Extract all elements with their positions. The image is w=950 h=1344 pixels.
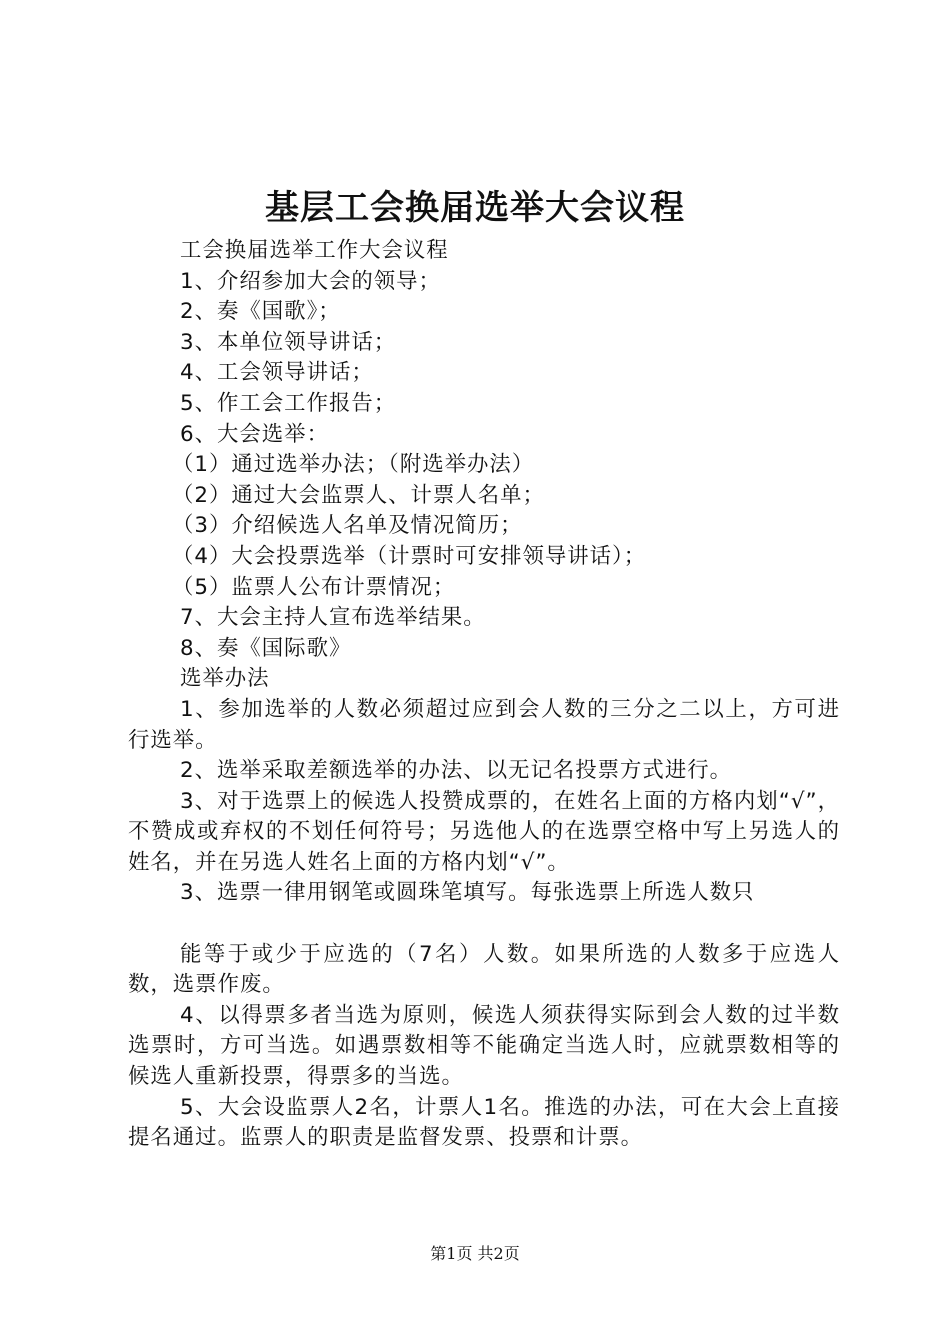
method-paragraph-continued: 能等于或少于应选的（7名）人数。如果所选的人数多于应选人数，选票作废。 [128, 941, 840, 998]
method-paragraph: 4、以得票多者当选为原则，候选人须获得实际到会人数的过半数选票时，方可当选。如遇票数相等不能确定当选人时，应就票数相等的候选人重新投票，得票多的当选。 [128, 1002, 840, 1090]
agenda-item: 2、奏《国歌》； [180, 299, 341, 325]
method-paragraph: 2、选举采取差额选举的办法、以无记名投票方式进行。 [180, 758, 732, 784]
agenda-sub-item: （5）监票人公布计票情况； [172, 574, 456, 600]
method-heading: 选举办法 [180, 666, 270, 692]
agenda-sub-item: （4）大会投票选举（计票时可安排领导讲话）； [172, 543, 647, 569]
agenda-item: 8、奏《国际歌》 [180, 635, 352, 661]
agenda-item: 6、大会选举： [180, 421, 329, 447]
document-title: 基层工会换届选举大会议程 [265, 188, 685, 228]
agenda-item: 3、本单位领导讲话； [180, 329, 397, 355]
document-body [128, 236, 840, 1154]
paragraph-gap [128, 909, 840, 940]
agenda-item: 7、大会主持人宣布选举结果。 [180, 605, 486, 631]
agenda-sub-item: （3）介绍候选人名单及情况简历； [172, 513, 523, 539]
page-number-footer: 第1页 共2页 [430, 1244, 520, 1263]
method-paragraph: 3、选票一律用钢笔或圆珠笔填写。每张选票上所选人数只 [180, 880, 755, 906]
agenda-item: 1、介绍参加大会的领导； [180, 268, 441, 294]
method-paragraph: 3、对于选票上的候选人投赞成票的，在姓名上面的方格内划“√”，不赞成或弃权的不划任何符号；另选他人的在选票空格中写上另选人的姓名，并在另选人姓名上面的方格内划“√”。 [128, 788, 840, 875]
method-paragraph: 5、大会设监票人2名，计票人1名。推选的办法，可在大会上直接提名通过。监票人的职责是监督发票、投票和计票。 [128, 1094, 840, 1151]
agenda-item: 4、工会领导讲话； [180, 360, 374, 386]
agenda-sub-item: （1）通过选举办法；（附选举办法） [172, 452, 535, 478]
agenda-heading: 工会换届选举工作大会议程 [180, 238, 449, 263]
method-paragraph: 1、参加选举的人数必须超过应到会人数的三分之二以上，方可进行选举。 [128, 696, 840, 753]
agenda-item: 5、作工会工作报告； [180, 390, 397, 416]
agenda-sub-item: （2）通过大会监票人、计票人名单； [172, 482, 545, 508]
